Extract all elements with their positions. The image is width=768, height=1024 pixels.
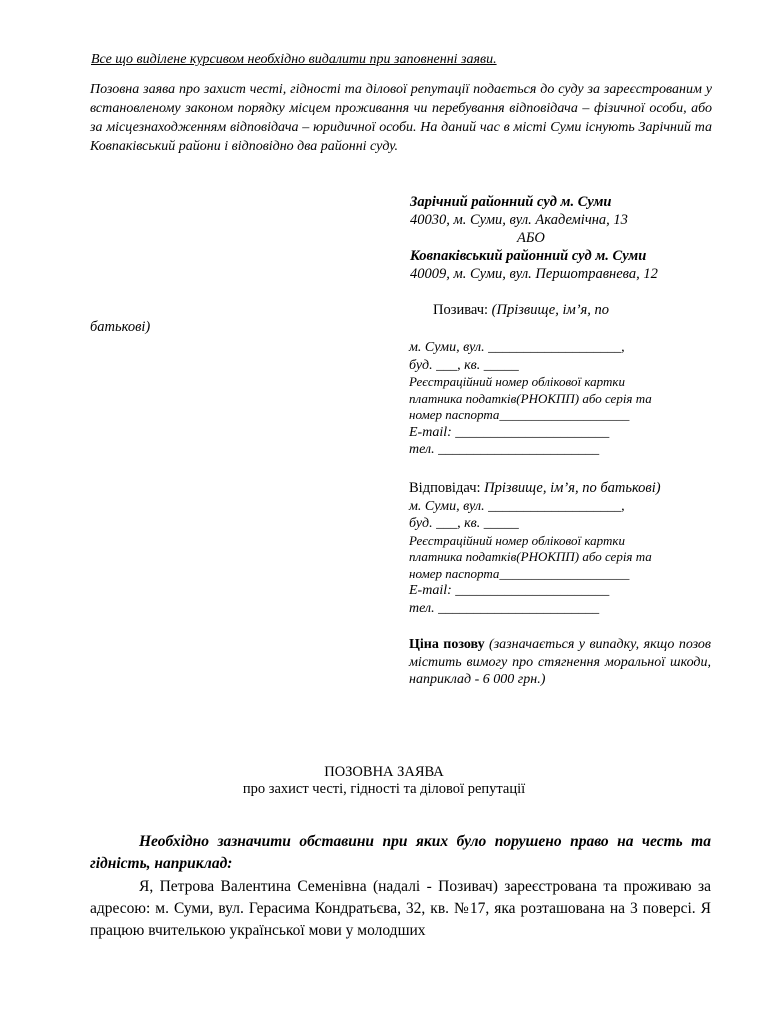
instruction-paragraph: Необхідно зазначити обставини при яких було порушено право на честь та гідність, наприклад:	[90, 833, 711, 872]
court1-name: Зарічний районний суд м. Суми	[410, 194, 612, 210]
document-title: ПОЗОВНА ЗАЯВА	[324, 764, 444, 780]
court-block	[410, 193, 730, 283]
plaintiff-rnokpp-line1: Реєстраційний номер облікової картки	[409, 374, 625, 389]
plaintiff-hint: (Прізвище, ім’я, по	[488, 302, 610, 318]
defendant-rnokpp-line2: платника податків(РНОКПП) або серія та	[409, 549, 652, 564]
defendant-email: E-mail: ______________________	[409, 583, 610, 598]
plaintiff-heading	[433, 302, 609, 319]
defendant-rnokpp-line3: номер паспорта____________________	[409, 565, 630, 581]
defendant-label: Відповідач	[409, 480, 477, 496]
plaintiff-label: Позивач	[433, 302, 485, 318]
plaintiff-rnokpp-line2: платника податків(РНОКПП) або серія та	[409, 390, 652, 406]
plaintiff-colon: :	[484, 302, 489, 318]
body-paragraph: Я, Петрова Валентина Семенівна (надалі - Позивач) зареєстрована та проживаю за адресою: м. Суми, вул. Герасима Кондратьєва, 32, кв. №17, яка розташована на 3 поверсі. Я працюю вчителькою української мови у молодших	[90, 878, 711, 939]
plaintiff-phone: тел. _______________________	[409, 442, 600, 457]
defendant-rnokpp-line1: Реєстраційний номер облікової картки	[409, 532, 625, 548]
defendant-details	[409, 480, 719, 617]
court-or: АБО	[517, 230, 545, 246]
claim-price-label: Ціна позову	[409, 637, 485, 652]
defendant-colon: :	[476, 480, 481, 496]
plaintiff-rnokpp-line3: номер паспорта____________________	[409, 407, 630, 422]
plaintiff-street: м. Суми, вул. ___________________,	[409, 340, 625, 355]
intro-paragraph: Позовна заява про захист честі, гідності та ділової репутації подається до суду за зареєстрованим у встановленому законом порядку місцем проживання чи перебування відповідача – фізичної особи, або за місцезнаходженням відповідача – юридичної особи. На даний час в місті Суми існують Зарічний та Ковпаківський райони і відповідно два районні суду.	[90, 82, 712, 154]
plaintiff-building: буд. ___, кв. _____	[409, 357, 519, 373]
plaintiff-details	[409, 339, 719, 459]
court2-address: 40009, м. Суми, вул. Першотравнева, 12	[410, 266, 658, 282]
defendant-building: буд. ___, кв. _____	[409, 516, 519, 531]
plaintiff-email: E-mail: ______________________	[409, 424, 610, 440]
claim-price	[409, 636, 711, 689]
document-subtitle: про захист честі, гідності та ділової репутації	[242, 781, 526, 797]
court2-name: Ковпаківський районний суд м. Суми	[410, 248, 647, 264]
defendant-phone: тел. _______________________	[409, 600, 600, 616]
defendant-hint: Прізвище, ім’я, по батькові)	[480, 480, 661, 496]
defendant-heading	[409, 480, 719, 498]
plaintiff-hint-continued: батькові)	[90, 319, 151, 335]
court1-address: 40030, м. Суми, вул. Академічна, 13	[410, 212, 628, 228]
defendant-street: м. Суми, вул. ___________________,	[409, 498, 625, 514]
italic-removal-note: Все що виділене курсивом необхідно видалити при заповненні заяви.	[91, 52, 497, 67]
claim-price-hint: (зазначається у випадку, якщо позов містить вимогу про стягнення моральної шкоди, наприклад - 6 000 грн.)	[409, 637, 711, 687]
